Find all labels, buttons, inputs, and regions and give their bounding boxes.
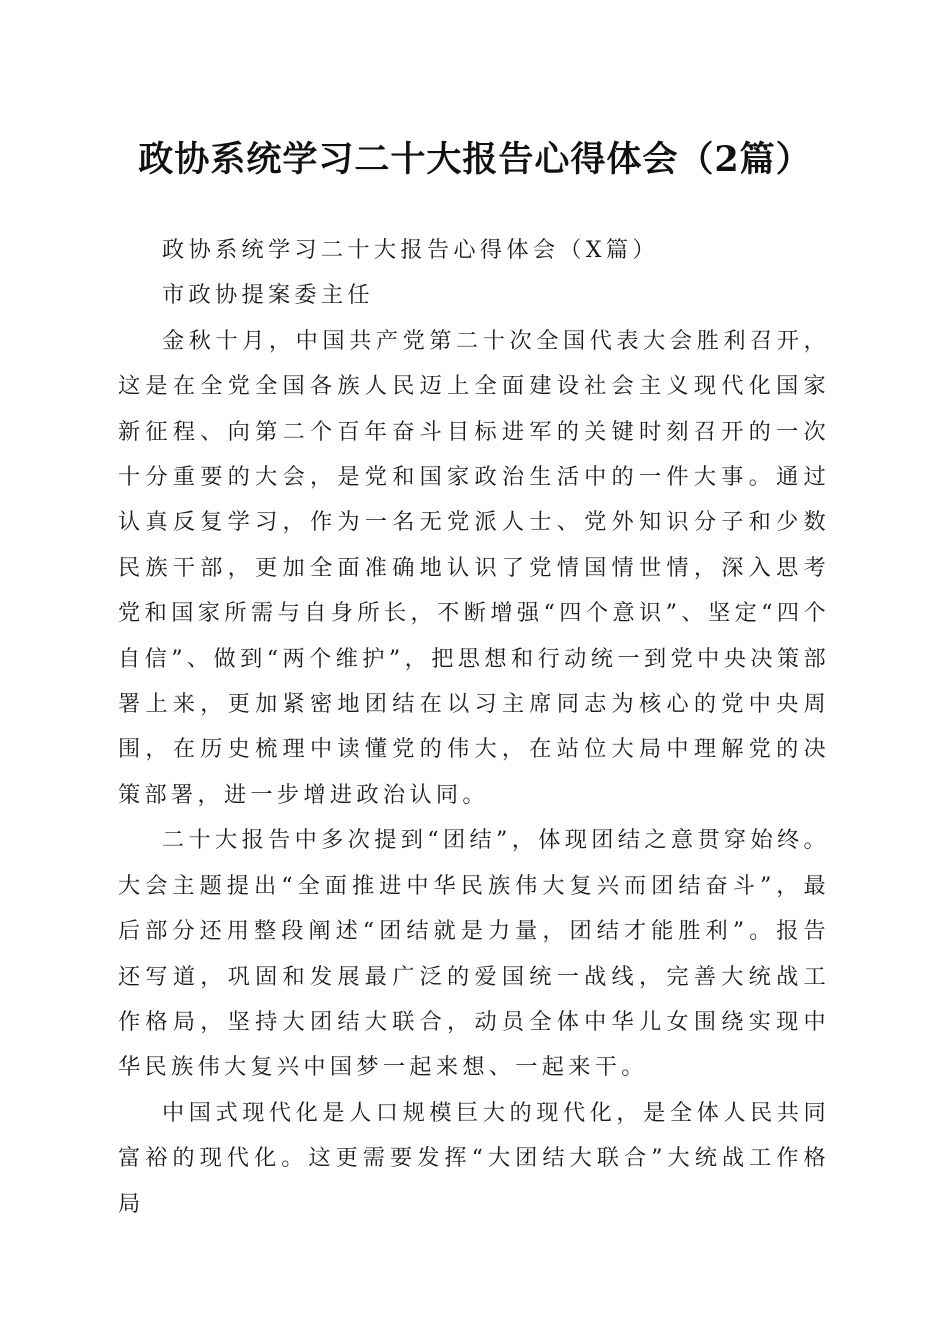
author-line: 市政协提案委主任 xyxy=(162,282,374,309)
body-paragraph: 中国式现代化是人口规模巨大的现代化，是全体人民共同富裕的现代化。这更需要发挥“大团结大联合”大统战工作格局 xyxy=(118,1099,830,1217)
document-subtitle: 政协系统学习二十大报告心得体会（X篇） xyxy=(162,237,659,263)
body-paragraph: 二十大报告中多次提到“团结”，体现团结之意贯穿始终。大会主题提出“全面推进中华民族伟大复兴而团结奋斗”，最后部分还用整段阐述“团结就是力量，团结才能胜利”。报告还写道，巩固和发展最广泛的爱国统一战线，完善大统战工作格局，坚持大团结大联合，动员全体中华儿女围绕实现中华民族伟大复兴中国梦一起来想、一起来干。 xyxy=(118,827,830,1081)
document-title: 政协系统学习二十大报告心得体会（2篇） xyxy=(138,139,812,180)
document-body xyxy=(118,228,830,1227)
body-paragraph: 金秋十月，中国共产党第二十次全国代表大会胜利召开，这是在全党全国各族人民迈上全面建设社会主义现代化国家新征程、向第二个百年奋斗目标进军的关键时刻召开的一次十分重要的大会，是党和国家政治生活中的一件大事。通过认真反复学习，作为一名无党派人士、党外知识分子和少数民族干部，更加全面准确地认识了党情国情世情，深入思考党和国家所需与自身所长，不断增强“四个意识”、坚定“四个自信”、做到“两个维护”，把思想和行动统一到党中央决策部署上来，更加紧密地团结在以习主席同志为核心的党中央周围，在历史梳理中读懂党的伟大，在站位大局中理解党的决策部署，进一步增进政治认同。 xyxy=(118,327,830,808)
